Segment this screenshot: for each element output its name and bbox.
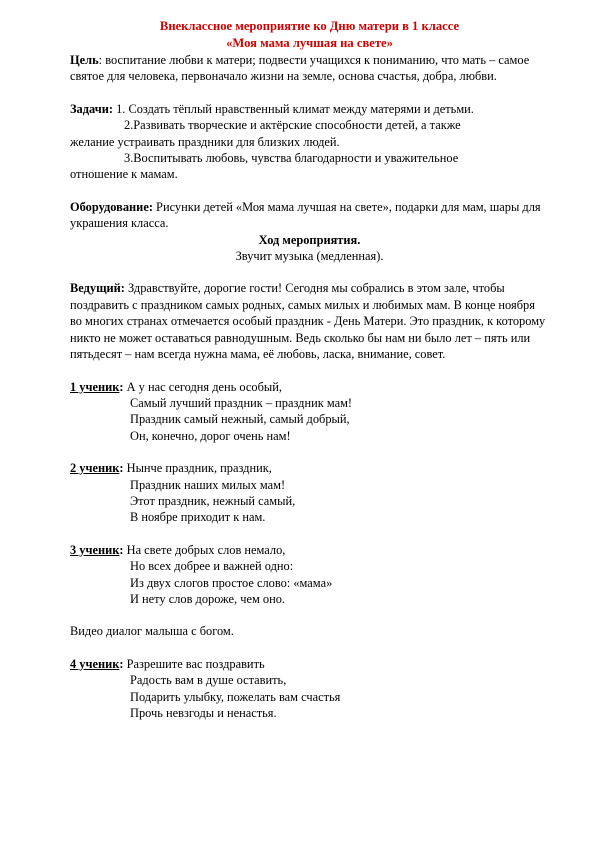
- tasks-line1: [70, 101, 549, 117]
- document-title-line2: «Моя мама лучшая на свете»: [226, 36, 393, 50]
- tasks-item2-cont: желание устраивать праздники для близких людей.: [70, 134, 340, 149]
- student-2-line3: Этот праздник, нежный самый,: [130, 493, 296, 508]
- student-4-label: 4 ученик: [70, 656, 120, 671]
- equipment-paragraph: [70, 199, 549, 232]
- student-3-label: 3 ученик: [70, 542, 120, 557]
- video-note: Видео диалог малыша с богом.: [70, 624, 234, 639]
- student-2-sep: :: [119, 461, 127, 476]
- tasks-item3-cont: отношение к мамам.: [70, 167, 178, 182]
- goal-text: : воспитание любви к матери; подвести учащихся к пониманию, что мать – самое святое для человека, первоначало жизни на земле, основа счастья, добра, любви.: [70, 53, 530, 84]
- student-3-verse: [70, 542, 549, 608]
- student-2-label: 2 ученик: [70, 461, 120, 476]
- student-1-verse: [70, 379, 549, 445]
- host-text: Здравствуйте, дорогие гости! Сегодня мы собрались в этом зале, чтобы поздравить с праздником самых родных, самых милых и любимых мам. В конце ноября во многих странах отмечается особый праздник - День Матери. Это праздник, к которому никто не может оставаться равнодушным. Ведь сколько бы нам ни было лет – пять или пятьдесят – нам всегда нужна мама, её любовь, ласка, внимание, совет.: [70, 281, 546, 362]
- student-3-line1: На свете добрых слов немало,: [126, 542, 286, 557]
- student-4-verse: [70, 656, 549, 722]
- student-1-line4: Он, конечно, дорог очень нам!: [130, 428, 291, 443]
- tasks-item2: 2.Развивать творческие и актёрские способности детей, а также: [124, 118, 461, 133]
- student-2-verse: [70, 460, 549, 526]
- student-1-line1: А у нас сегодня день особый,: [126, 379, 282, 394]
- student-4-line1: Разрешите вас поздравить: [126, 656, 265, 671]
- course-title: Ход мероприятия.: [258, 232, 361, 247]
- student-3-line2: Но всех добрее и важней одно:: [130, 559, 294, 574]
- student-4-line3: Подарить улыбку, пожелать вам счастья: [130, 689, 341, 704]
- host-label: Ведущий:: [70, 281, 125, 296]
- student-1-label: 1 ученик: [70, 379, 120, 394]
- student-3-sep: :: [119, 542, 127, 557]
- host-paragraph: [70, 280, 549, 362]
- student-2-line2: Праздник наших милых мам!: [130, 477, 286, 492]
- tasks-item3: 3.Воспитывать любовь, чувства благодарности и уважительное: [124, 151, 459, 166]
- student-2-line1: Нынче праздник, праздник,: [126, 461, 272, 476]
- student-1-line3: Праздник самый нежный, самый добрый,: [130, 412, 350, 427]
- goal-paragraph: [70, 52, 549, 85]
- equipment-text: Рисунки детей «Моя мама лучшая на свете», подарки для мам, шары для украшения класса.: [70, 199, 541, 231]
- tasks-label: Задачи:: [70, 101, 113, 116]
- student-4-line4: Прочь невзгоды и ненастья.: [130, 706, 277, 720]
- equipment-label: Оборудование:: [70, 199, 153, 214]
- student-2-line4: В ноябре приходит к нам.: [130, 510, 266, 525]
- student-4-line2: Радость вам в душе оставить,: [130, 673, 287, 688]
- student-4-sep: :: [119, 656, 127, 671]
- student-3-line4: И нету слов дороже, чем оно.: [130, 591, 286, 606]
- goal-label: Цель: [70, 53, 99, 67]
- student-3-line3: Из двух слогов простое слово: «мама»: [130, 575, 333, 590]
- document-title-line1: Внеклассное мероприятие ко Дню матери в 1 классе: [159, 19, 460, 33]
- student-1-line2: Самый лучший праздник – праздник мам!: [130, 395, 353, 410]
- music-note: Звучит музыка (медленная).: [235, 249, 384, 264]
- student-1-sep: :: [119, 379, 127, 394]
- tasks-item1: 1. Создать тёплый нравственный климат между матерями и детьми.: [112, 101, 474, 116]
